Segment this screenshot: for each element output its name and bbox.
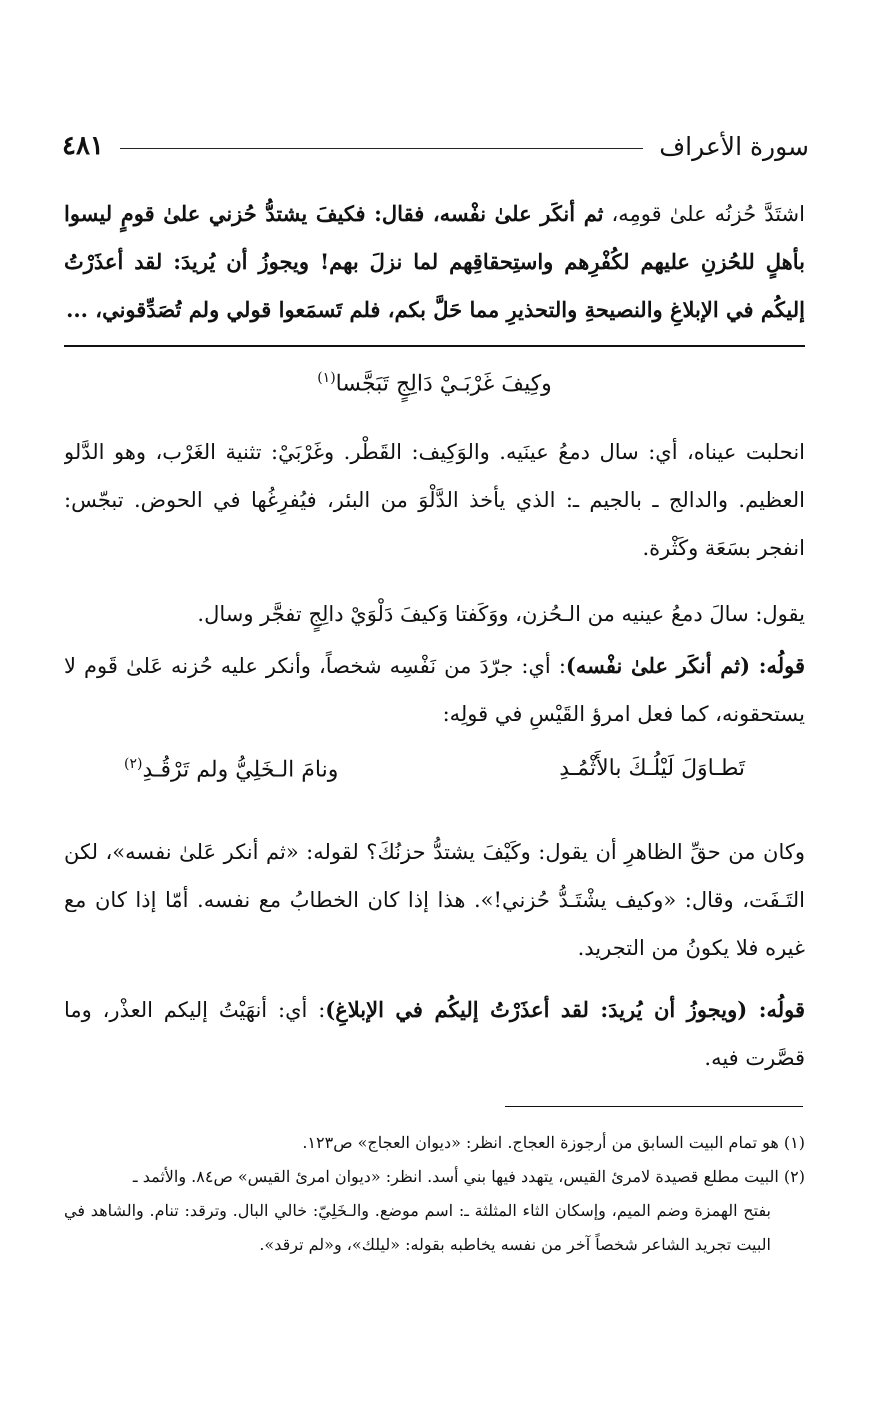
quoted-text	[64, 190, 805, 334]
paragraph-1-text: انحلبت عيناه، أي: سال دمعُ عينَيه. والوَكِيف: القَطْر. وغَرْبَيْ: تثنية الغَرْب، وهو الدَّلو العظيم. والدالج ـ بالجيم ـ: الذي يأخذ الدَّلْوَ من البئر، فيُفرِغُها في الحوض. تبجّس: انفجر بسَعَة وكَثْرة.	[64, 440, 805, 560]
paragraph-2-text: يقول: سالَ دمعُ عينيه من الـحُزن، ووَكَفتا وَكيفَ دَلْوَيْ دالِجٍ تفجَّر وسال.	[197, 602, 805, 626]
verse-line-1	[64, 370, 805, 396]
paragraph-4-text: وكان من حقِّ الظاهرِ أن يقول: وكَيْفَ يشتدُّ حزنُكَ؟ لقوله: «ثم أنكر عَلىٰ نفسه»، لكن التَـفَت، وقال: «وكيف يشْتَـدُّ حُزني!». هذا إذا كان الخطابُ مع نفسه. أمّا إذا كان مع غيره فلا يكونُ من التجريد.	[64, 840, 805, 960]
page-number: ٤٨١	[62, 131, 104, 161]
footnotes	[64, 1126, 805, 1262]
footnote-marker-1: (١)	[317, 370, 336, 386]
paragraph-3-label: قولُه: (ثم أنكَر علىٰ نفْسه)	[565, 653, 805, 678]
verse-2-second-hemistich: ونامَ الـخَلِيُّ ولم تَرْقُـدِ	[142, 757, 339, 783]
paragraph-5-text	[64, 986, 805, 1082]
footnote-2: (٢) البيت مطلع قصيدة لامرئ القيس، يتهدد فيها بني أسد. انظر: «ديوان امرئ القيس» ص٨٤. والأثمد ـ	[132, 1167, 805, 1186]
header-rule	[120, 148, 643, 149]
quoted-text-plain: اشتَدَّ حُزنُه علىٰ قومِه،	[603, 202, 805, 226]
running-header	[62, 124, 809, 168]
footnote-divider	[505, 1106, 803, 1107]
paragraph-5-label: قولُه: (ويجوزُ أن يُريدَ: لقد أعذَرْتُ إليكُم في الإبلاغِ)	[325, 997, 805, 1022]
paragraph-5	[64, 986, 805, 1086]
verse-2-first-hemistich: تَطـاوَلَ لَيْلُـكَ بالأَثْمُـدِ	[559, 756, 745, 781]
paragraph-4	[64, 828, 805, 982]
footnote-marker-2: (٢)	[124, 756, 143, 772]
verse-line-2	[64, 756, 805, 782]
paragraph-5-body: : أي: أنهَيْتُ إليكم العذْر، وما قصَّرت فيه.	[64, 998, 805, 1070]
footnote-2-continuation: بفتح الهمزة وضم الميم، وإسكان الثاء المثلثة ـ: اسم موضع. والـخَلِيّ: خالي البال. وترقد: تنام. والشاهد في البيت تجريد الشاعر شخصاً آخر من نفسه يخاطبه بقوله: «ليلك»، و«لم ترقد».	[64, 1201, 771, 1254]
verse-2-second-hemistich-wrap	[124, 756, 338, 782]
paragraph-3-body: : أي: جرّدَ من نَفْسِه شخصاً، وأنكر عليه حُزنه عَلىٰ قَوم لا يستحقونه، كما فعل امرؤ القَيْسِ في قولِه:	[64, 654, 805, 726]
paragraph-2	[64, 590, 805, 650]
paragraph-3-text	[64, 642, 805, 738]
quoted-text-bold: ثم أنكَر علىٰ نفْسه، فقال: فكيفَ يشتدُّ حُزني علىٰ قومٍ ليسوا بأهلٍ للحُزنِ عليهم لكُفْرِهم واستِحقاقِهم لما نزلَ بهم! ويجوزُ أن يُريدَ: لقد أعذَرْتُ إليكُم في الإبلاغِ والنصيحةِ والتحذيرِ مما حَلَّ بكم، فلم تَسمَعوا قولي ولم تُصَدِّقوني، ...	[64, 201, 805, 322]
quoted-commentary-block	[64, 190, 805, 346]
surah-title: سورة الأعراف	[659, 131, 809, 161]
paragraph-1	[64, 428, 805, 606]
paragraph-3	[64, 642, 805, 742]
footnote-1: (١) هو تمام البيت السابق من أرجوزة العجاج. انظر: «ديوان العجاج» ص١٢٣.	[302, 1133, 805, 1152]
commentary-divider	[64, 345, 805, 347]
verse-1-text: وكِيفَ غَرْبَـيْ دَالِجٍ تَبَجَّسا	[335, 371, 552, 397]
